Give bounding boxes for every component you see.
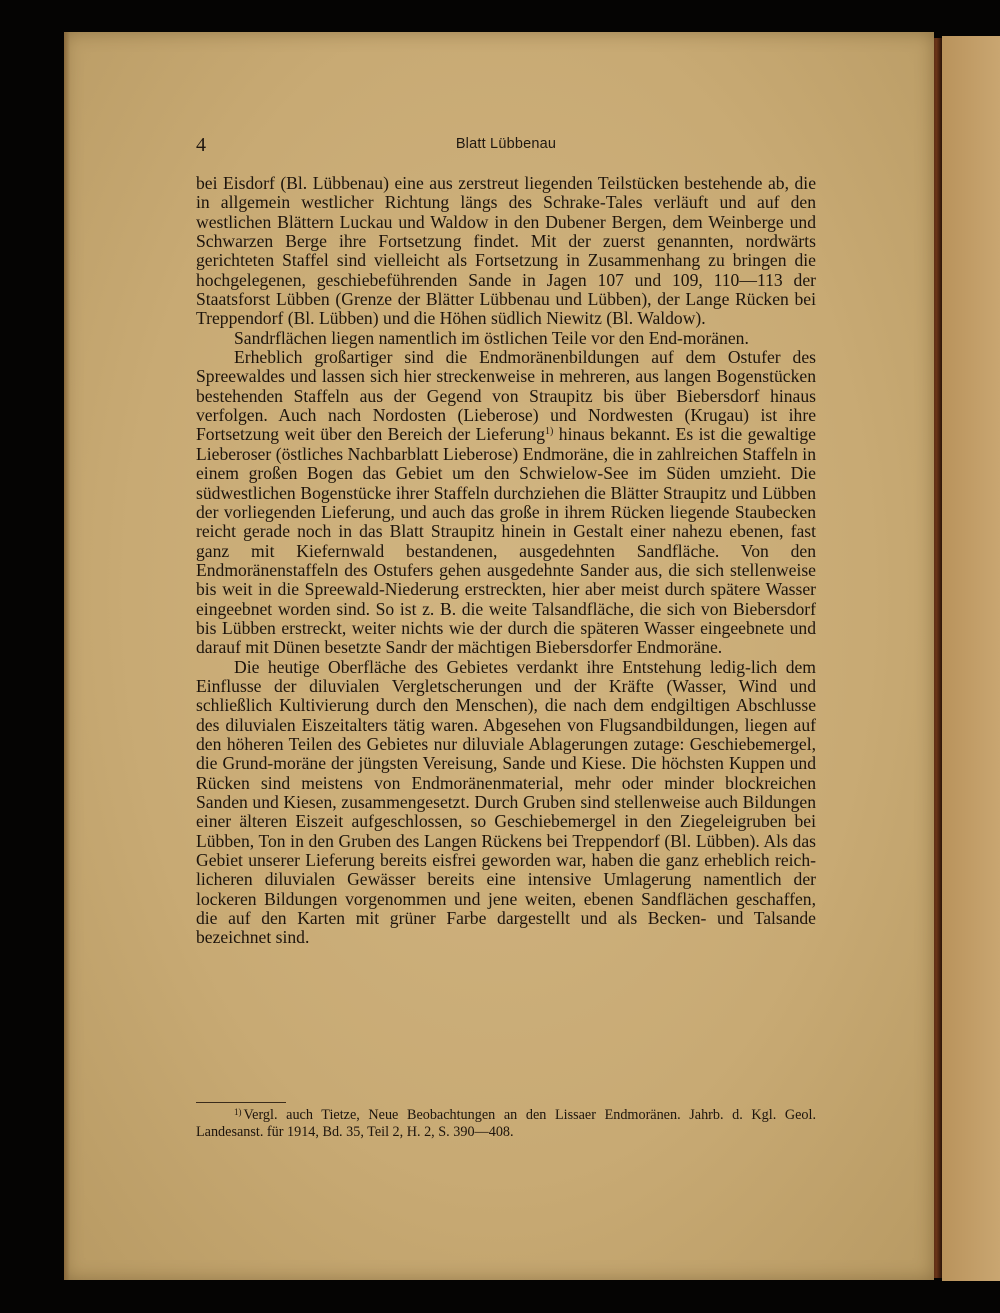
page-header — [196, 134, 816, 156]
footnote-paragraph — [196, 1104, 816, 1141]
footnote — [196, 1104, 816, 1141]
paragraph-4-text: Die heutige Oberfläche des Gebietes verdankt ihre Entstehung ledig-lich dem Einflusse der diluvialen Vergletscherungen und der Kräfte (Wasser, Wind und schließlich Kultivierung durch den Menschen), die nach dem endgiltigen Abschlusse des diluvialen Eiszeitalters tätig waren. Abgesehen von Flugsandbildungen, liegen auf den höheren Teilen des Gebietes nur diluviale Ablagerungen zutage: Geschiebemergel, die Grund-moräne der jüngsten Vereisung, Sande und Kiese. Die höchsten Kuppen und Rücken sind meistens von Endmoränenmaterial, mehr oder minder blockreichen Sanden und Kiesen, zusammengesetzt. Durch Gruben sind stellenweise auch Bildungen einer älteren Eiszeit aufgeschlossen, so Geschiebemergel in den Ziegeleigruben bei Lübben, Ton in den Gruben des Langen Rückens bei Treppendorf (Bl. Lübben). Als das Gebiet unserer Lieferung bereits eisfrei geworden war, haben die ganz erheblich reich-licheren diluvialen Gewässer bereits eine intensive Umlagerung namentlich der lockeren Bildungen vorgenommen und jene weiten, ebenen Sandflächen geschaffen, die auf den Karten mit grüner Farbe dargestellt und als Becken- und Talsande bezeichnet sind. — [196, 656, 816, 948]
footnote-marker: 1) — [234, 1107, 242, 1117]
body-text — [196, 174, 816, 948]
paragraph-1 — [196, 174, 816, 329]
page-number: 4 — [196, 134, 206, 156]
paragraph-3-text-before: Erheblich großartiger sind die Endmoränenbildungen auf dem Ostufer des Spreewaldes und lassen sich hier streckenweise in mehreren, aus langen Bogenstücken bestehenden Staffeln aus der Gegend von Straupitz bis über Biebersdorf hinaus verfolgen. Auch nach Nordosten (Lieberose) und Nordwesten (Krugau) ist ihre Fortsetzung weit über den Bereich der Lieferung — [196, 347, 816, 445]
next-page-edge — [942, 36, 1000, 1281]
footnote-divider — [196, 1102, 286, 1103]
page-left-edge — [64, 32, 70, 1280]
footnote-text: Vergl. auch Tietze, Neue Beobachtungen an den Lissaer Endmoränen. Jahrb. d. Kgl. Geol. Landesanst. für 1914, Bd. 35, Teil 2, H. 2, S. 390—408. — [196, 1107, 816, 1140]
paragraph-1-text: bei Eisdorf (Bl. Lübbenau) eine aus zerstreut liegenden Teilstücken bestehende ab, die in allgemein westlicher Richtung längs des Schrake-Tales verläuft und auf den westlichen Blättern Luckau und Waldow in den Dubener Bergen, dem Weinberge und Schwarzen Berge ihre Fortsetzung findet. Mit der zuerst genannten, nordwärts gerichteten Staffel sind vielleicht als Fortsetzung in Zusammenhang zu bringen die hochgelegenen, geschiebeführenden Sande in Jagen 107 und 109, 110—113 der Staatsforst Lübben (Grenze der Blätter Lübbenau und Lübben), der Lange Rücken bei Treppendorf (Bl. Lübben) und die Höhen südlich Niewitz (Bl. Waldow). — [196, 173, 816, 329]
paragraph-2-text: Sandrflächen liegen namentlich im östlichen Teile vor den End-moränen. — [234, 327, 749, 348]
paragraph-4 — [196, 658, 816, 948]
running-title: Blatt Lübbenau — [455, 136, 557, 152]
paragraph-3 — [196, 348, 816, 658]
paragraph-2 — [196, 329, 816, 348]
footnote-reference[interactable]: 1) — [545, 426, 554, 438]
paragraph-3-text-after: hinaus bekannt. Es ist die gewaltige Lieberoser (östliches Nachbarblatt Lieberose) Endmoräne, die in zahlreichen Staffeln in einem großen Bogen das Gebiet um den Schwielow-See im Süden umzieht. Die südwestlichen Bogenstücke ihrer Staffeln durchziehen die Blätter Straupitz und Lübben der vorliegenden Lieferung, und auch das große in ihrem Rücken liegende Staubecken reicht gerade noch in das Blatt Straupitz hinein in Gestalt einer nahezu ebenen, fast ganz mit Kiefernwald bestandenen, ausgedehnten Sandfläche. Von den Endmoränenstaffeln des Ostufers gehen ausgedehnte Sander aus, die sich stellenweise bis weit in die Spreewald-Niederung erstreckten, hier aber meist durch spätere Wasser eingeebnet worden sind. So ist z. B. die weite Talsandfläche, die sich von Biebersdorf bis Lübben erstreckt, weiter nichts wie der durch die späteren Wasser eingeebnete und darauf mit Dünen besetzte Sandr der mächtigen Biebersdorfer Endmoräne. — [196, 424, 816, 658]
